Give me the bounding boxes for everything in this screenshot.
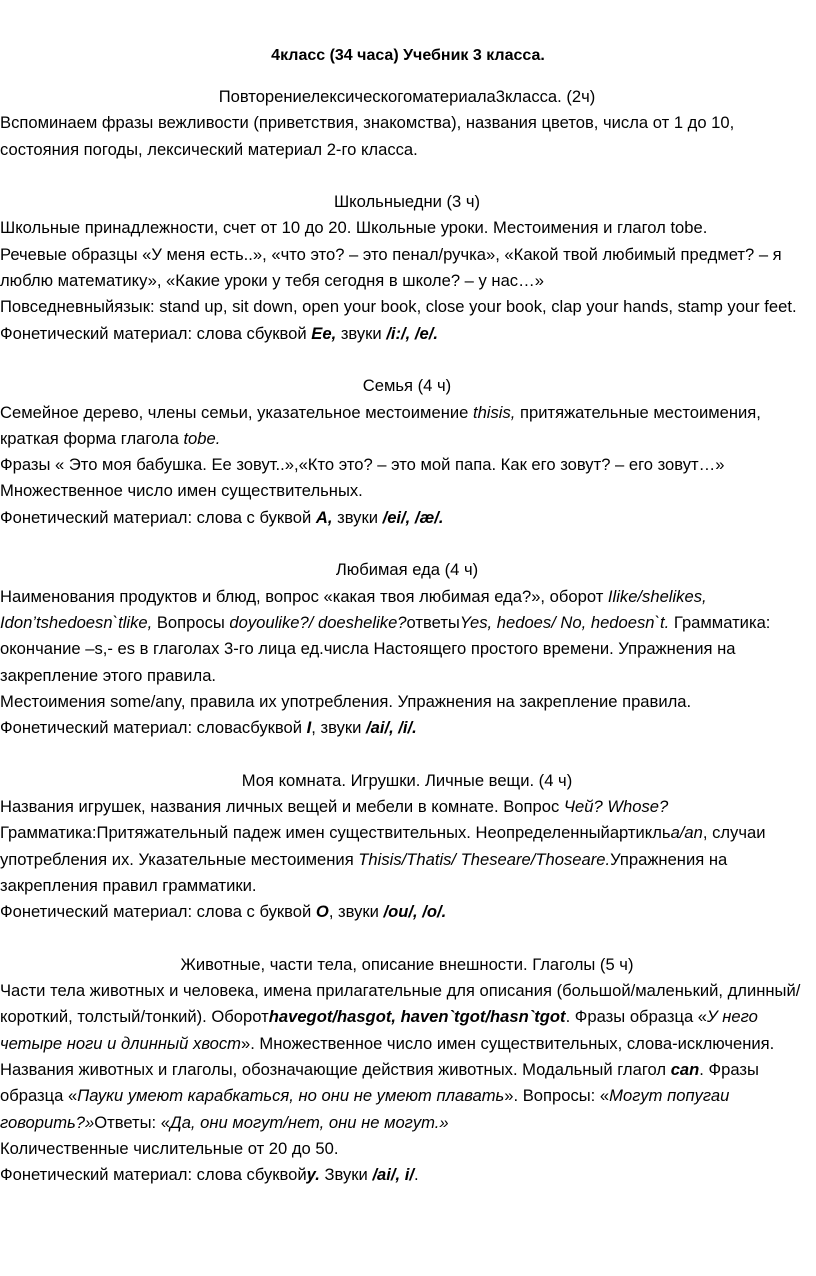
text-run: I	[306, 718, 312, 738]
text-run: Школьные принадлежности, счет от 10 до 20. Школьные уроки. Местоимения и глагол tobe.	[0, 218, 708, 238]
text-run: Да, они могут/нет, они не могут.»	[170, 1112, 449, 1132]
text-run: a/an	[670, 823, 703, 843]
text-run: can	[670, 1059, 700, 1079]
text-run: , звуки	[311, 718, 367, 738]
text-run: ответы	[406, 612, 460, 632]
text-run: Фонетический материал: слова с буквой	[0, 902, 316, 922]
text-run: A,	[315, 507, 333, 527]
document-body	[0, 84, 814, 1188]
text-run: ». Множественное число имен существительных, слова-исключения.	[240, 1033, 775, 1053]
text-run: звуки	[336, 323, 387, 343]
text-run: Ilike/shelikes, Idon’tshedoesn`tlike,	[0, 586, 707, 632]
text-run: /ai/, /i/.	[366, 718, 417, 738]
text-run: Фонетический материал: словасбуквой	[0, 718, 307, 738]
section-heading: Школьныедни (3 ч)	[333, 192, 481, 212]
text-run: thisis,	[472, 402, 516, 422]
text-run: /ei/, /æ/.	[382, 507, 444, 527]
section	[0, 373, 814, 531]
text-run: y.	[306, 1165, 320, 1185]
text-run: У него четыре ноги и длинный хвост	[0, 1007, 758, 1053]
text-run: Речевые образцы «У меня есть..», «что это? – это пенал/ручка», «Какой твой любимый предмет? – я люблю математику», «Какие уроки у тебя сегодня в школе? – у нас…»	[0, 244, 782, 291]
paragraph	[0, 689, 814, 715]
text-run: Вспоминаем фразы вежливости (приветствия, знакомства), названия цветов, числа от 1 до 10, состояния погоды, лексический материал 2-го класса.	[0, 113, 735, 159]
paragraph	[0, 452, 814, 478]
text-run: Местоимения some/any, правила их употребления. Упражнения на закрепление правила.	[0, 691, 692, 711]
text-run: tobe.	[183, 428, 221, 448]
text-run: doyoulike?/ doeshelike?	[229, 612, 407, 632]
section	[0, 84, 814, 163]
text-run: Количественные числительные от 20 до 50.	[0, 1138, 339, 1158]
text-run: Фразы « Это моя бабушка. Ее зовут..»,«Кто это? – это мой папа. Как его зовут? – его зовут…»	[0, 455, 725, 475]
text-run: Множественное число имен существительных.	[0, 481, 363, 501]
text-run: havegot/hasgot, haven`tgot/hasn`tgot	[268, 1007, 566, 1027]
text-run: .	[413, 1165, 419, 1185]
text-run: Названия игрушек, названия личных вещей и мебели в комнате. Вопрос	[0, 797, 564, 817]
text-run: Упражнения на закрепления правил грамматики.	[0, 849, 728, 895]
text-run: Наименования продуктов и блюд, вопрос «какая твоя любимая еда?», оборот	[0, 586, 608, 606]
document-title: 4класс (34 часа) Учебник 3 класса.	[271, 47, 545, 64]
text-run: Пауки умеют карабкаться, но они не умеют плавать	[77, 1086, 505, 1106]
text-run: Фонетический материал: слова сбуквой	[0, 323, 312, 343]
paragraph	[0, 820, 814, 899]
paragraph	[0, 242, 814, 295]
section	[0, 557, 814, 741]
text-run: Звуки	[319, 1165, 373, 1185]
text-run: притяжательные местоимения, краткая форма глагола	[0, 402, 761, 448]
paragraph	[0, 478, 814, 504]
text-run: O	[315, 902, 329, 922]
text-run: звуки	[332, 507, 383, 527]
section	[0, 952, 814, 1189]
text-run: /ai/, i/	[372, 1165, 414, 1185]
paragraph	[0, 715, 814, 741]
paragraph	[0, 1136, 814, 1162]
text-run: Названия животных и глаголы, обозначающие действия животных. Модальный глагол	[0, 1059, 671, 1079]
text-run: Могут попугаи говорить?»	[0, 1086, 730, 1132]
paragraph	[0, 1057, 814, 1136]
paragraph	[0, 899, 814, 925]
paragraph	[0, 505, 814, 531]
text-run: , звуки	[328, 902, 384, 922]
section-heading: Животные, части тела, описание внешности. Глаголы (5 ч)	[180, 954, 634, 974]
section-heading: Повторениелексическогоматериала3класса. (2ч)	[218, 87, 596, 106]
text-run: Thisis/Thatis/ Theseare/Thoseare.	[358, 849, 611, 869]
text-run: Фонетический материал: слова с буквой	[0, 507, 316, 527]
text-run: Чей? Whose?	[563, 797, 669, 817]
paragraph	[0, 400, 814, 453]
text-run: ». Вопросы: «	[504, 1086, 610, 1106]
section	[0, 189, 814, 347]
paragraph	[0, 110, 814, 163]
section-heading: Любимая еда (4 ч)	[335, 560, 479, 580]
text-run: Ответы: «	[94, 1112, 171, 1132]
text-run: /i:/, /e/.	[386, 323, 438, 343]
text-run: . Фразы образца «	[565, 1007, 708, 1027]
text-run: Повседневныйязык: stand up, sit down, open your book, close your book, clap your hands, stamp your feet.	[0, 297, 797, 317]
text-run: Yes, hedoes/ No, hedoesn`t.	[459, 612, 670, 632]
text-run: Фонетический материал: слова сбуквой	[0, 1165, 307, 1185]
text-run: Грамматика:Притяжательный падеж имен существительных. Неопределенныйартикль	[0, 823, 671, 843]
text-run: Семейное дерево, члены семьи, указательное местоимение	[0, 402, 473, 422]
text-run: . Фразы образца «	[0, 1059, 759, 1106]
text-run: Вопросы	[152, 612, 230, 632]
paragraph	[0, 215, 814, 241]
paragraph	[0, 978, 814, 1057]
text-run: , случаи употребления их. Указательные местоимения	[0, 823, 766, 869]
text-run: Ee,	[311, 323, 337, 343]
section-heading: Семья (4 ч)	[362, 376, 452, 396]
section-heading: Моя комната. Игрушки. Личные вещи. (4 ч)	[241, 770, 573, 790]
section	[0, 768, 814, 926]
paragraph	[0, 584, 814, 689]
paragraph	[0, 1162, 814, 1188]
paragraph	[0, 794, 814, 820]
text-run: Части тела животных и человека, имена прилагательные для описания (большой/маленький, длинный/короткий, толстый/тонкий). Оборот	[0, 981, 801, 1027]
paragraph	[0, 294, 814, 320]
paragraph	[0, 321, 814, 347]
text-run: Грамматика: окончание –s,- es в глаголах 3-го лица ед.числа Настоящего простого времени. Упражнения на закрепление этого правила.	[0, 612, 771, 685]
text-run: /ou/, /o/.	[383, 902, 447, 922]
